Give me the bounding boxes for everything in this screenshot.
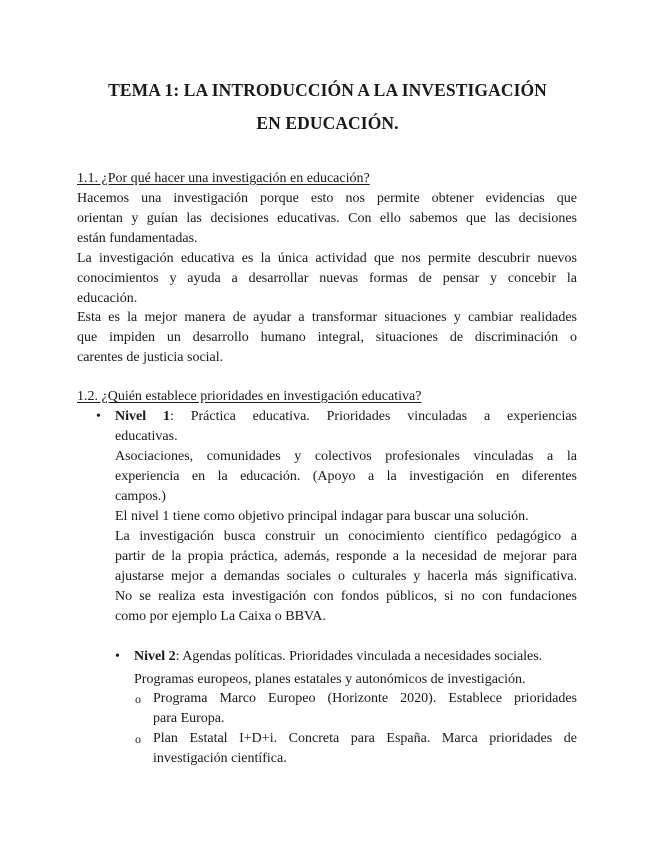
bullet-icon: • — [115, 649, 120, 664]
paragraph-line: conocimientos y ayuda a desarrollar nuevas formas de pensar y concebir la — [77, 271, 577, 286]
sub-bullet-icon: o — [135, 692, 141, 706]
sub-item-line: para Europa. — [153, 711, 225, 726]
paragraph-line: que impiden un desarrollo humano integral, situaciones de discriminación o — [77, 330, 577, 345]
nivel-1-first-line — [115, 407, 577, 427]
paragraph-line: Hacemos una investigación porque esto nos permite obtener evidencias que — [77, 191, 577, 206]
nivel-2-description: : Agendas políticas. Prioridades vinculada a necesidades sociales. — [175, 649, 543, 664]
paragraph-line: carentes de justicia social. — [77, 350, 224, 365]
nivel-1-line: como por ejemplo La Caixa o BBVA. — [115, 609, 326, 624]
nivel-2-label: Nivel 2 — [134, 649, 176, 664]
document-title-line-1: TEMA 1: LA INTRODUCCIÓN A LA INVESTIGACIÓN — [108, 80, 547, 100]
nivel-1-line: No se realiza esta investigación con fondos públicos, si no con fundaciones — [115, 589, 577, 604]
nivel-1-line: El nivel 1 tiene como objetivo principal indagar para buscar una solución. — [115, 509, 529, 524]
section-heading-1-2: 1.2. ¿Quién establece prioridades en investigación educativa? — [77, 389, 422, 404]
nivel-1-line: educativas. — [115, 429, 178, 444]
paragraph-line: educación. — [77, 291, 138, 306]
nivel-1-label: Nivel 1 — [115, 409, 170, 424]
nivel-1-line: partir de la propia práctica, además, responde a la necesidad de mejorar para — [115, 549, 577, 564]
nivel-2-line: Programas europeos, planes estatales y autonómicos de investigación. — [134, 672, 526, 687]
nivel-1-line: campos.) — [115, 489, 166, 504]
paragraph-line: La investigación educativa es la única actividad que nos permite descubrir nuevos — [77, 251, 577, 266]
nivel-1-line: La investigación busca construir un conocimiento científico pedagógico a — [115, 529, 577, 544]
sub-item-line: investigación científica. — [153, 751, 287, 766]
nivel-1-line: Asociaciones, comunidades y colectivos profesionales vinculadas a la — [115, 449, 577, 464]
bullet-icon: • — [96, 409, 101, 424]
paragraph-line: orientan y guían las decisiones educativas. Con ello sabemos que las decisiones — [77, 211, 577, 226]
section-heading-1-1: 1.1. ¿Por qué hacer una investigación en educación? — [77, 171, 370, 186]
paragraph-line: están fundamentadas. — [77, 231, 198, 246]
sub-item-line: Programa Marco Europeo (Horizonte 2020). Establece prioridades — [153, 691, 577, 706]
nivel-1-description: : Práctica educativa. Prioridades vinculadas a experiencias — [169, 409, 577, 424]
sub-bullet-icon: o — [135, 732, 141, 746]
sub-item-line: Plan Estatal I+D+i. Concreta para España. Marca prioridades de — [153, 731, 577, 746]
nivel-2-first-line — [134, 647, 542, 667]
nivel-1-line: experiencia en la educación. (Apoyo a la investigación en diferentes — [115, 469, 577, 484]
paragraph-line: Esta es la mejor manera de ayudar a transformar situaciones y cambiar realidades — [77, 310, 577, 325]
nivel-1-line: ajustarse mejor a demandas sociales o culturales y hacerla más significativa. — [115, 569, 577, 584]
document-title-line-2: EN EDUCACIÓN. — [256, 113, 399, 133]
